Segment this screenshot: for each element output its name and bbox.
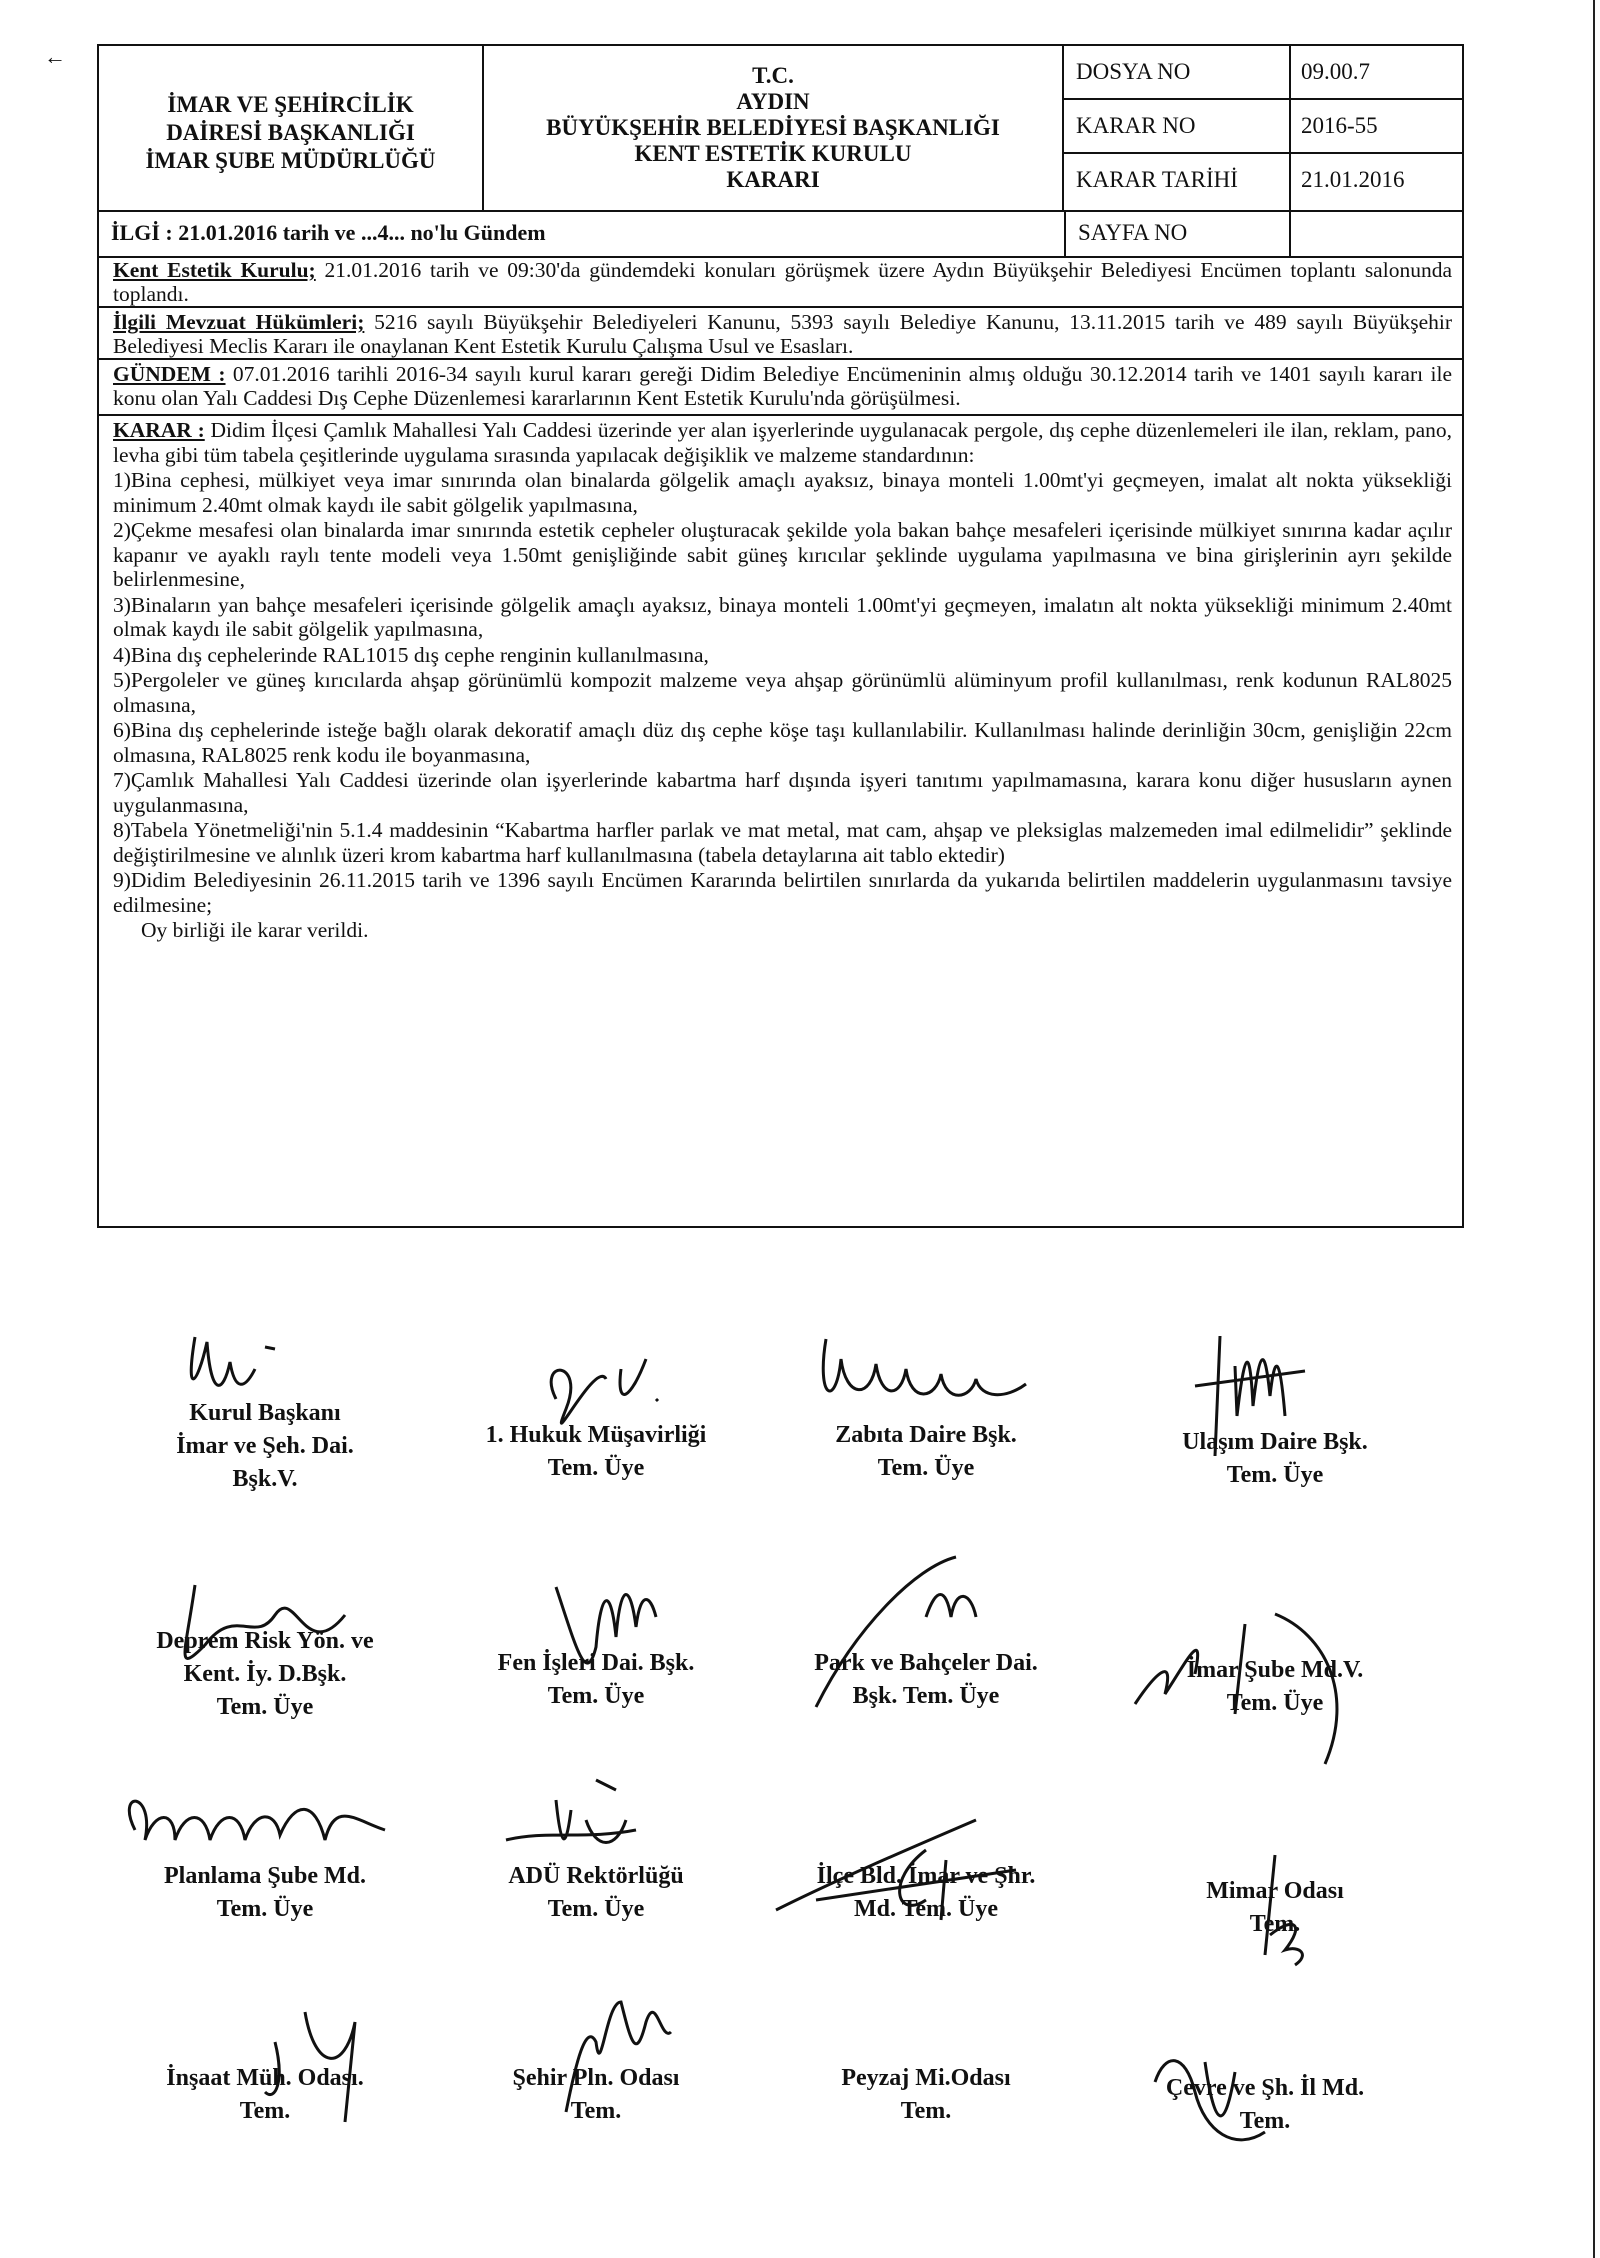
issuer-line: DAİRESİ BAŞKANLIĞI: [166, 120, 415, 145]
signature-line: Tem. Üye: [877, 1455, 975, 1481]
decision-frame: [97, 44, 1464, 1228]
signature-line: ADÜ Rektörlüğü: [508, 1863, 684, 1889]
signature-line: Tem. Üye: [547, 1683, 645, 1709]
signature-line: Çevre ve Şh. İl Md.: [1165, 2075, 1365, 2101]
issuer-block: [99, 46, 484, 210]
header: [99, 46, 1462, 212]
section-text: 5216 sayılı Büyükşehir Belediyeleri Kanunu, 5393 sayılı Belediye Kanunu, 13.11.2015 tarih ve 489 sayılı Büyükşehir Belediyesi Meclis Kararı ile onaylanan Kent Estetik Kurulu Çalışma Usul ve Esasları.: [113, 310, 1452, 358]
section-label: İlgili Mevzuat Hükümleri;: [113, 310, 365, 334]
signature-block: [1115, 2072, 1415, 2138]
decision-body: [99, 418, 1462, 944]
decision-item: 4)Bina dış cephelerinde RAL1015 dış cephe renginin kullanılmasına,: [113, 642, 709, 667]
signature-line: Bşk.V.: [232, 1466, 298, 1492]
signature-line: Planlama Şube Md.: [163, 1863, 367, 1889]
corner-mark: ←: [44, 44, 66, 69]
signature-line: Ulaşım Daire Bşk.: [1182, 1429, 1368, 1455]
decision-item: 8)Tabela Yönetmeliği'nin 5.1.4 maddesinin “Kabartma harfler parlak ve mat metal, mat cam, ahşap ve pleksiglas malzemeden imal edilmelidir” şeklinde değiştirilmesine ve alınlık üzeri krom kabartma harf kullanılmasına (tabela detaylarına ait tablo ektedir): [113, 818, 1452, 867]
section-text: Didim İlçesi Çamlık Mahallesi Yalı Caddesi üzerinde yer alan işyerlerinde uygulanacak pergole, dış cephe düzenlemeleri ile ilan, reklam, pano, levha gibi tüm tabela çeşitlerinde uygulama sırasında yapılacak değişiklik ve malzeme standardının:: [113, 418, 1452, 467]
ilgi-text: İLGİ : 21.01.2016 tarih ve ...4... no'lu Gündem: [111, 220, 546, 245]
signature-line: İmar ve Şeh. Dai.: [176, 1433, 354, 1459]
signature-line: Bşk. Tem. Üye: [852, 1683, 1000, 1709]
decision-item: 5)Pergoleler ve güneş kırıcılarda ahşap görünümlü kompozit malzeme veya ahşap görünümlü alüminyum profil kullanılması, renk kodunun RAL8025 olmasına,: [113, 668, 1452, 717]
decision-item: 9)Didim Belediyesinin 26.11.2015 tarih ve 1396 sayılı Encümen Kararında belirtilen sınırlarda da yukarıda belirtilen maddelerin uygulanmasını tavsiye edilmesine;: [113, 868, 1452, 917]
signature-block: [446, 2062, 746, 2128]
signature-line: Tem. Üye: [1226, 1462, 1324, 1488]
signature-line: Zabıta Daire Bşk.: [835, 1422, 1017, 1448]
signature-block: [115, 2062, 415, 2128]
signature-line: Şehir Pln. Odası: [512, 2065, 680, 2091]
meta-row-tarih: [1064, 154, 1464, 210]
signature-line: Tem.: [1239, 2108, 1291, 2134]
signature-line: 1. Hukuk Müşavirliği: [485, 1422, 707, 1448]
signature-line: Tem. Üye: [216, 1694, 314, 1720]
signature-line: Tem. Üye: [1226, 1690, 1324, 1716]
signature-line: Kurul Başkanı: [189, 1400, 341, 1426]
decision-item: 7)Çamlık Mahallesi Yalı Caddesi üzerinde olan işyerlerinde kabartma harf dışında işyeri tanıtımı yapılmamasına, karara konu diğer hususların aynen uygulanmasına,: [113, 768, 1452, 817]
section-kurul: [99, 256, 1462, 308]
sayfa-label: SAYFA NO: [1064, 210, 1291, 256]
signature-line: Tem.: [570, 2098, 622, 2124]
signature-line: Peyzaj Mi.Odası: [841, 2065, 1011, 2091]
meta-label: KARAR NO: [1064, 100, 1291, 152]
signature-block: [776, 1860, 1076, 1926]
signature-block: [1125, 1875, 1425, 1941]
signature-line: Tem. Üye: [547, 1455, 645, 1481]
signature-line: Fen İşleri Dai. Bşk.: [497, 1650, 695, 1676]
meta-value: 2016-55: [1301, 113, 1378, 138]
ilgi-row: [99, 210, 1462, 258]
section-label: Kent Estetik Kurulu;: [113, 258, 316, 282]
signature-block: [1125, 1426, 1425, 1492]
scan-edge-line: [1593, 0, 1595, 2258]
signature-block: [115, 1397, 415, 1496]
signature-block: [115, 1625, 415, 1724]
issuer-line: İMAR ŞUBE MÜDÜRLÜĞÜ: [145, 148, 436, 173]
section-mevzuat: [99, 308, 1462, 360]
section-text: 21.01.2016 tarih ve 09:30'da gündemdeki konuları görüşmek üzere Aydın Büyükşehir Belediyesi Encümen toplantı salonunda toplandı.: [113, 258, 1452, 306]
decision-item: 3)Binaların yan bahçe mesafeleri içerisinde gölgelik amaçlı ayaksız, binaya monteli 1.00mt'yi geçmeyen, imalatın alt nokta yüksekliği minimum 2.40mt olmak kaydı ile sabit gölgelik yapılmasına,: [113, 592, 1452, 641]
signature-line: Kent. İy. D.Bşk.: [183, 1661, 347, 1687]
signature-block: [776, 1647, 1076, 1713]
signature-block: [1125, 1654, 1425, 1720]
signature-line: Park ve Bahçeler Dai.: [814, 1650, 1038, 1676]
decision-intro: [113, 418, 1452, 467]
section-text: 07.01.2016 tarihli 2016-34 sayılı kurul kararı gereği Didim Belediye Encümeninin almış olduğu 30.12.2014 tarih ve 1401 sayılı kararı ile konu olan Yalı Caddesi Dış Cephe Düzenlemesi kararlarının Kent Estetik Kurulu'nda görüşülmesi.: [113, 362, 1452, 410]
signature-line: Md. Tem. Üye: [854, 1896, 998, 1922]
decision-item: 2)Çekme mesafesi olan binalarda imar sınırında estetik cepheler oluşturacak şekilde yola bakan bahçe mesafeleri içerisinde mülkiyet sınırına kadar açılır kapanır ve ayaklı raylı tente modeli veya 1.50mt genişliğinde sabit güneş kırıcılar şeklinde uygulama yapılmasına ve bina girişlerinin ayrı şekilde belirlenmesine,: [113, 518, 1452, 591]
signature-line: Mimar Odası: [1206, 1878, 1344, 1904]
section-gundem: [99, 360, 1462, 416]
signature-line: Tem. Üye: [216, 1896, 314, 1922]
signature-block: [776, 2062, 1076, 2128]
title-line: AYDIN: [736, 89, 810, 114]
signature-block: [446, 1419, 746, 1485]
meta-row-dosya: [1064, 46, 1464, 100]
signature-line: Tem.: [239, 2098, 291, 2124]
section-label: KARAR :: [113, 418, 205, 442]
meta-value: 09.00.7: [1301, 59, 1370, 84]
closing-line: Oy birliği ile karar verildi.: [141, 918, 369, 942]
section-label: GÜNDEM :: [113, 362, 226, 386]
issuer-line: İMAR VE ŞEHİRCİLİK: [167, 92, 414, 117]
signature-line: İnşaat Müh. Odası.: [166, 2065, 364, 2091]
signature-block: [446, 1647, 746, 1713]
title-line: KARARI: [726, 167, 820, 192]
title-line: BÜYÜKŞEHİR BELEDİYESİ BAŞKANLIĞI: [546, 115, 1000, 140]
signature-block: [776, 1419, 1076, 1485]
signature-block: [115, 1860, 415, 1926]
decision-item: 6)Bina dış cephelerinde isteğe bağlı olarak dekoratif amaçlı düz dış cephe köşe taşı kullanılabilir. Kullanılması halinde derinliğin 30cm, genişliğin 22cm olmasına, RAL8025 renk kodu ile boyanmasına,: [113, 718, 1452, 767]
signature-line: İlçe Bld. İmar ve Şhr.: [816, 1863, 1036, 1889]
signature-line: Tem. Üye: [547, 1896, 645, 1922]
signature-line: Tem.: [900, 2098, 952, 2124]
signature-line: Tem.: [1249, 1911, 1301, 1937]
signature-line: Deprem Risk Yön. ve: [156, 1628, 374, 1654]
meta-row-karar: [1064, 100, 1464, 154]
signature-block: [446, 1860, 746, 1926]
title-line: KENT ESTETİK KURULU: [634, 141, 912, 166]
decision-item: 1)Bina cephesi, mülkiyet veya imar sınırında olan binalarda gölgelik amaçlı ayaksız, binaya monteli 1.00mt'yi geçmeyen, imalat alt nokta yüksekliği minimum 2.40mt olmak kaydı ile sabit gölgelik yapılmasına,: [113, 468, 1452, 517]
meta-label: DOSYA NO: [1064, 46, 1291, 98]
signature-line: İmar Şube Md.V.: [1186, 1657, 1364, 1683]
title-line: T.C.: [752, 63, 794, 88]
title-block: [484, 46, 1064, 210]
meta-label: KARAR TARİHİ: [1064, 154, 1291, 210]
meta-value: 21.01.2016: [1301, 167, 1405, 192]
